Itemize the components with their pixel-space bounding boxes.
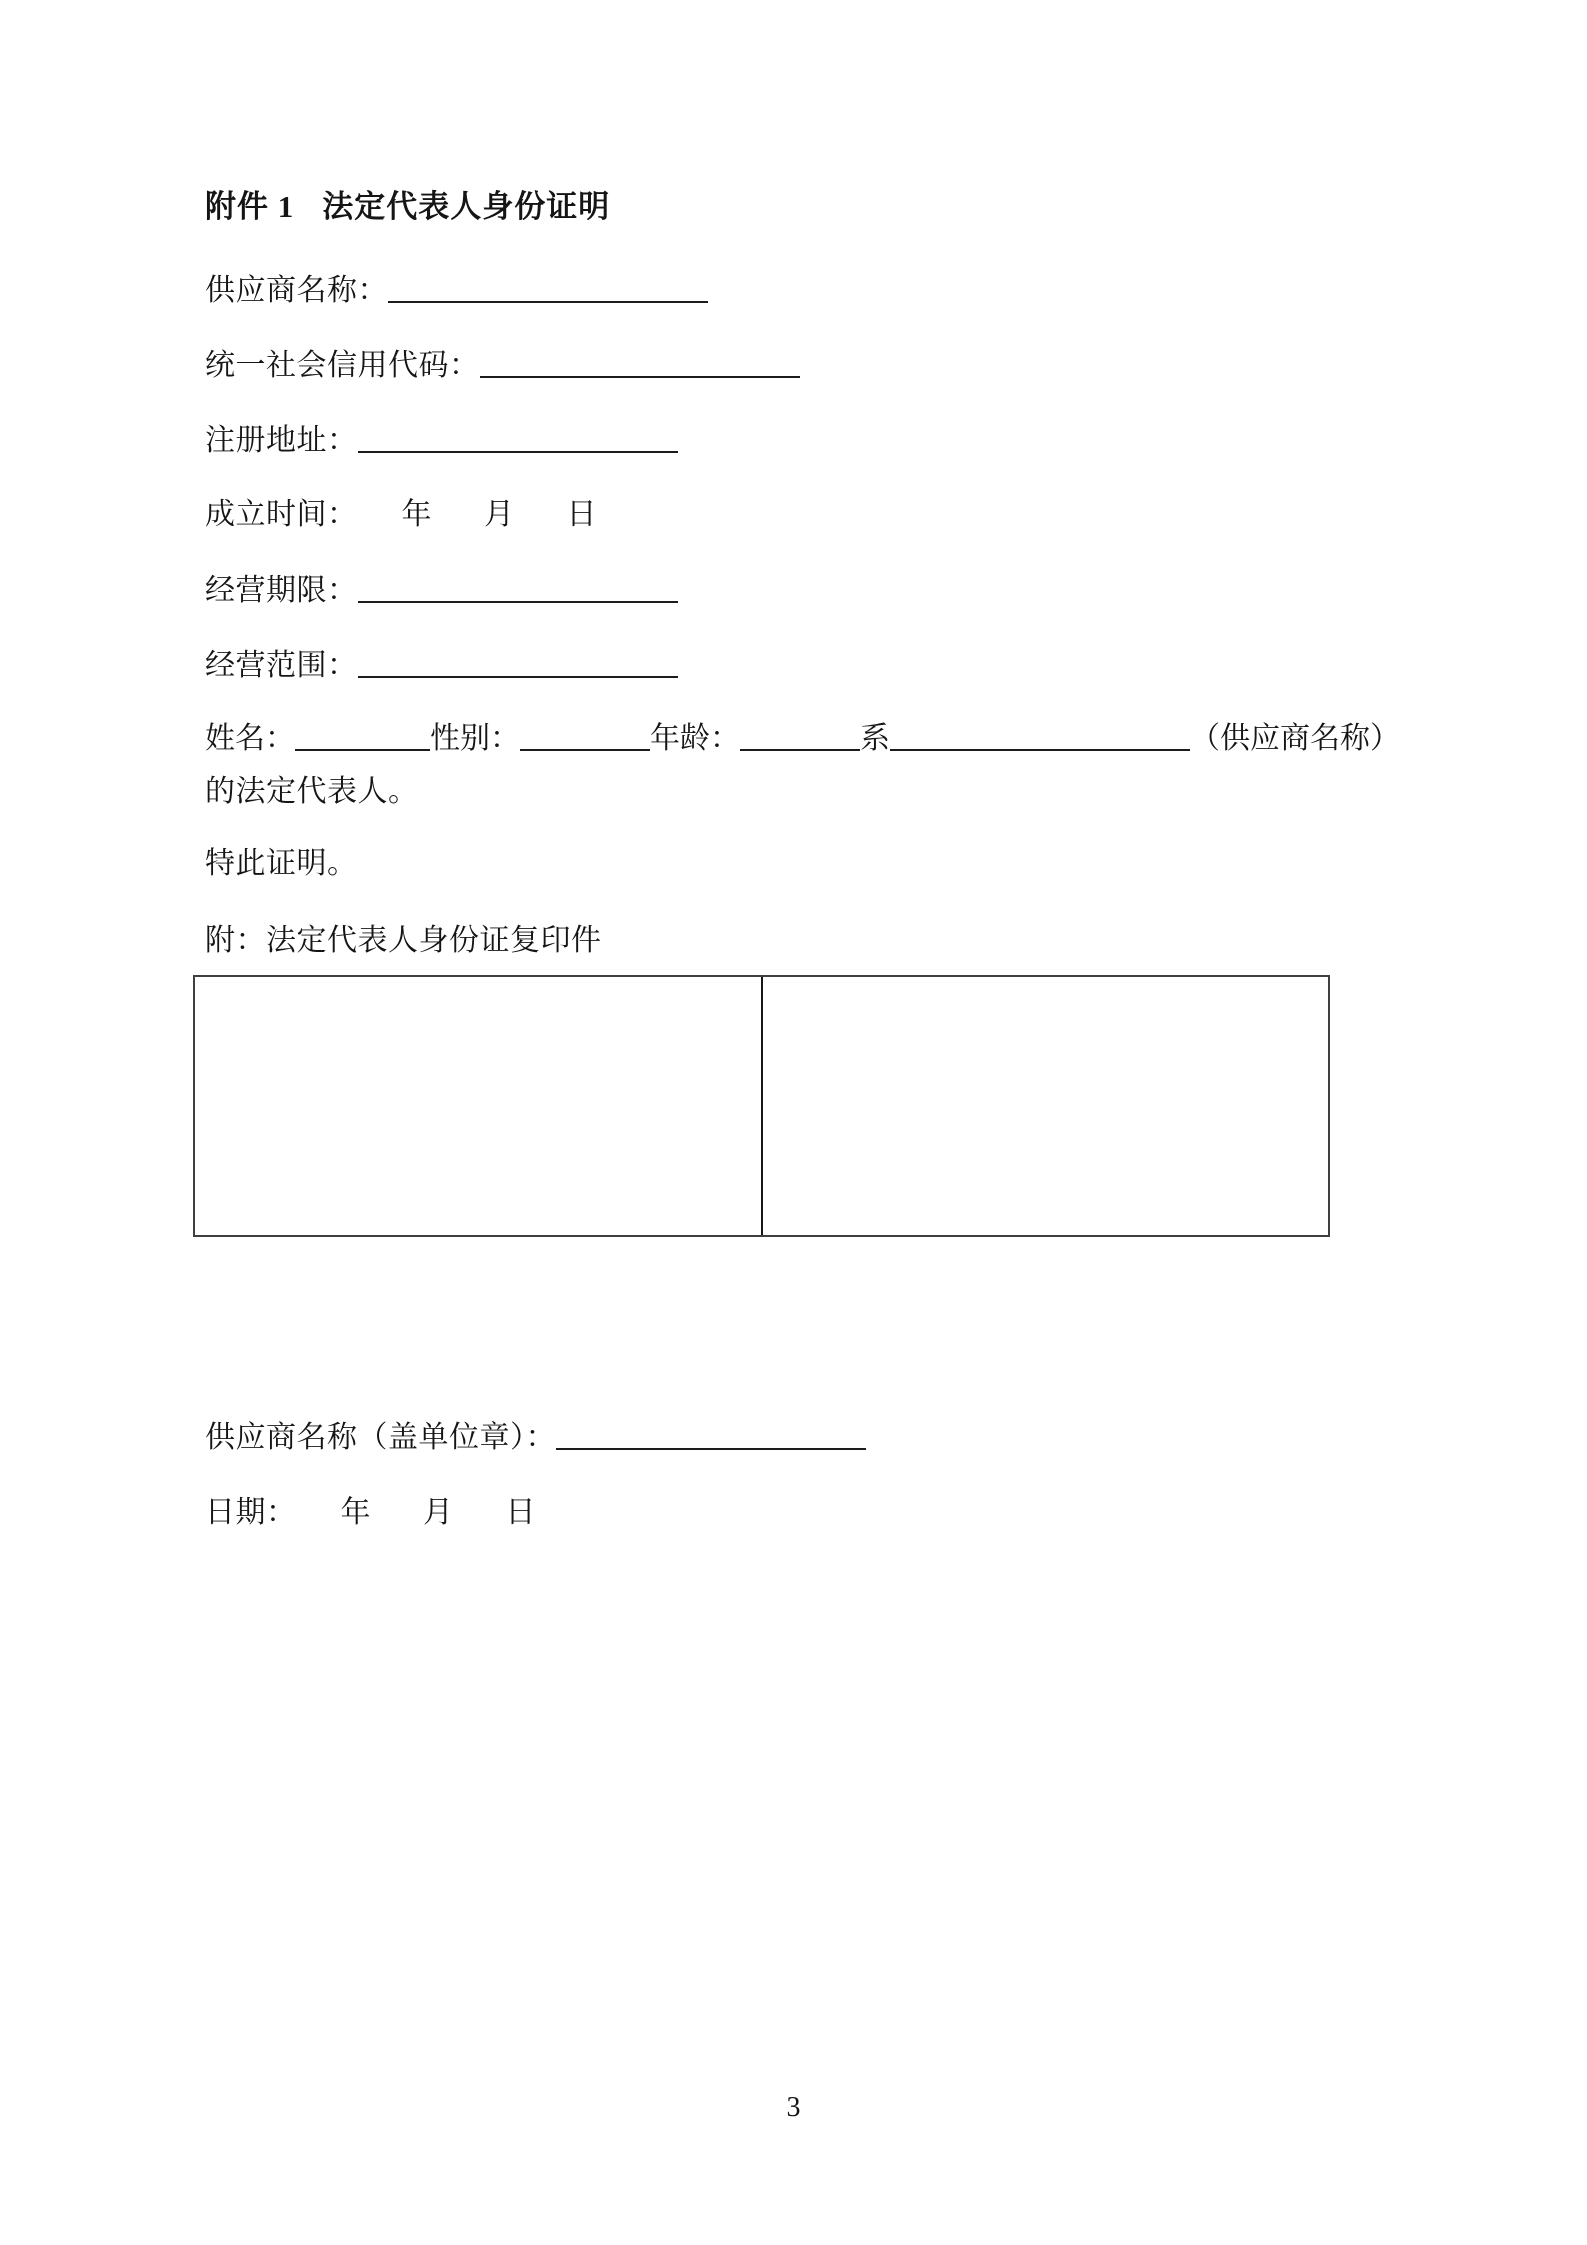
signature-label: 供应商名称（盖单位章）： xyxy=(205,1421,556,1454)
day-unit-label: 日 xyxy=(505,1496,536,1529)
business-scope-blank-line[interactable] xyxy=(358,646,678,678)
gender-blank-line[interactable] xyxy=(520,719,650,751)
id-copy-box xyxy=(193,975,1330,1237)
supplier-name-blank-line[interactable] xyxy=(388,271,708,303)
month-unit-label: 月 xyxy=(423,1496,454,1529)
business-term-blank-line[interactable] xyxy=(358,571,678,603)
field-business-scope xyxy=(205,643,678,688)
legal-rep-statement-line2: 的法定代表人。 xyxy=(205,775,419,808)
age-label: 年龄： xyxy=(650,722,740,755)
certify-text: 特此证明。 xyxy=(205,847,358,880)
id-copy-front-cell[interactable] xyxy=(195,977,763,1235)
name-blank-line[interactable] xyxy=(295,719,430,751)
is-of-label: 系 xyxy=(860,722,890,755)
field-supplier-name xyxy=(205,268,708,313)
document-title: 法定代表人身份证明 xyxy=(322,189,611,224)
month-unit-label: 月 xyxy=(484,498,515,531)
id-copy-back-cell[interactable] xyxy=(763,977,1329,1235)
field-establish-date xyxy=(205,493,597,537)
field-label: 经营期限： xyxy=(205,574,358,607)
legal-rep-statement-line1 xyxy=(205,716,1400,761)
signature-blank-line[interactable] xyxy=(556,1418,866,1450)
supplier-of-blank-line[interactable] xyxy=(890,719,1190,751)
field-date xyxy=(205,1491,536,1535)
gender-label: 性别： xyxy=(430,722,520,755)
page-title xyxy=(205,185,610,229)
name-label: 姓名： xyxy=(205,722,295,755)
credit-code-blank-line[interactable] xyxy=(480,346,800,378)
field-label: 成立时间： xyxy=(205,498,358,531)
field-label: 供应商名称： xyxy=(205,274,388,307)
field-signature-seal xyxy=(205,1415,866,1460)
date-label: 日期： xyxy=(205,1496,297,1529)
field-registered-address xyxy=(205,418,678,463)
age-blank-line[interactable] xyxy=(740,719,860,751)
attachment-note: 附：法定代表人身份证复印件 xyxy=(205,924,602,957)
day-unit-label: 日 xyxy=(566,498,597,531)
registered-address-blank-line[interactable] xyxy=(358,421,678,453)
field-credit-code xyxy=(205,343,800,388)
field-label: 经营范围： xyxy=(205,649,358,682)
year-unit-label: 年 xyxy=(401,498,432,531)
supplier-name-hint-label: （供应商名称） xyxy=(1190,722,1400,755)
field-label: 注册地址： xyxy=(205,424,358,457)
year-unit-label: 年 xyxy=(340,1496,371,1529)
field-business-term xyxy=(205,568,678,613)
attachment-number-label: 附件 1 xyxy=(205,189,295,224)
page-number: 3 xyxy=(786,2092,801,2123)
field-label: 统一社会信用代码： xyxy=(205,349,480,382)
